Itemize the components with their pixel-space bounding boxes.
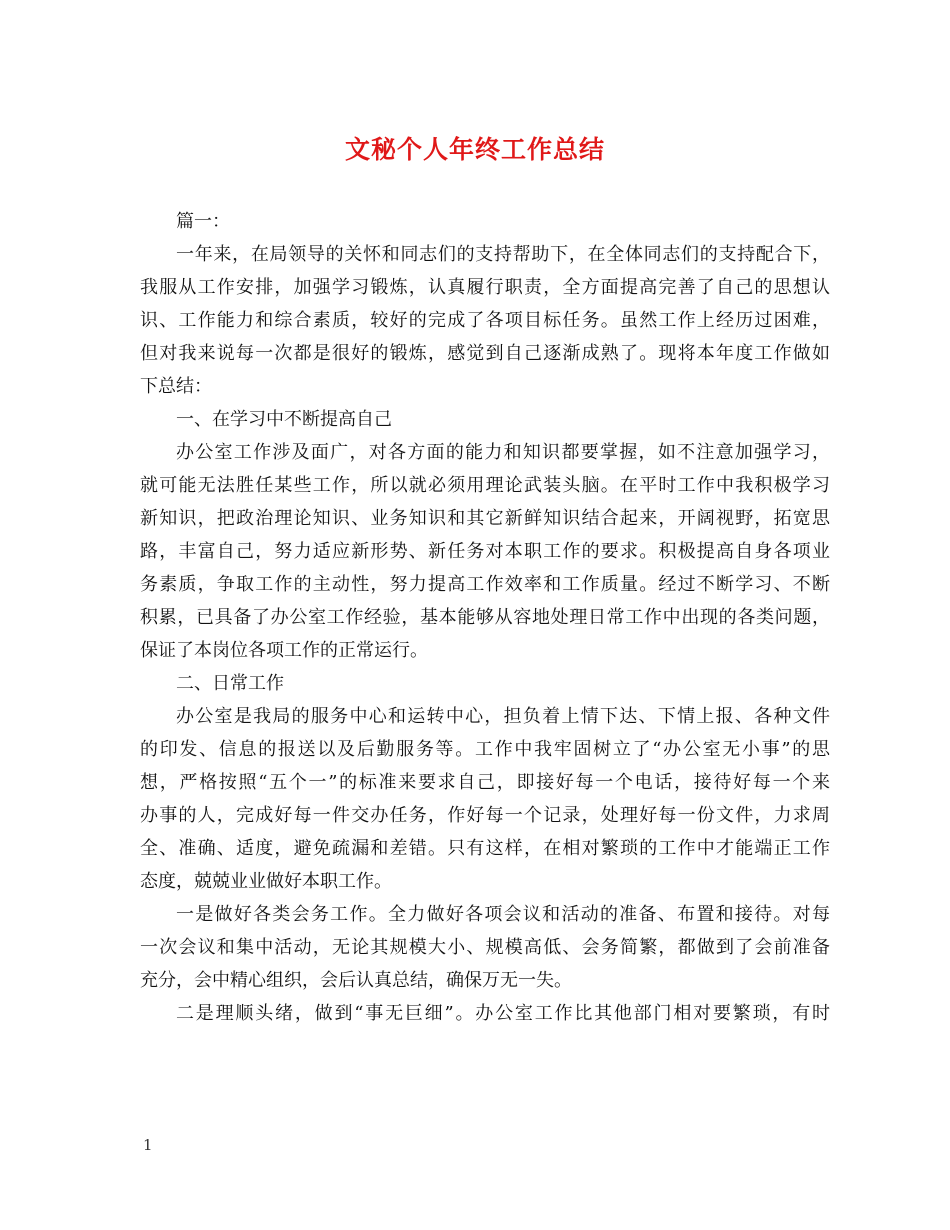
text-line: 办公室是我局的服务中心和运转中心，担负着上情下达、下情上报、各种文件 bbox=[176, 706, 830, 727]
text-line: 就可能无法胜任某些工作，所以就必须用理论武装头脑。在平时工作中我积极学习 bbox=[140, 475, 830, 496]
text-line: 积累，已具备了办公室工作经验，基本能够从容地处理日常工作中出现的各类问题， bbox=[140, 607, 830, 628]
text-line: 我服从工作安排，加强学习锻炼，认真履行职责，全方面提高完善了自己的思想认 bbox=[140, 277, 830, 298]
text-line: 保证了本岗位各项工作的正常运行。 bbox=[140, 640, 428, 661]
document-title: 文秘个人年终工作总结 bbox=[344, 135, 605, 164]
text-line: 篇一： bbox=[176, 211, 230, 232]
text-line: 新知识，把政治理论知识、业务知识和其它新鲜知识结合起来，开阔视野，拓宽思 bbox=[140, 508, 830, 529]
text-line: 一是做好各类会务工作。全力做好各项会议和活动的准备、布置和接待。对每 bbox=[176, 904, 830, 925]
text-line: 办公室工作涉及面广，对各方面的能力和知识都要掌握，如不注意加强学习， bbox=[176, 442, 830, 463]
text-line: 务素质，争取工作的主动性，努力提高工作效率和工作质量。经过不断学习、不断 bbox=[140, 574, 830, 595]
text-line: 一、在学习中不断提高自己 bbox=[176, 409, 392, 430]
text-line: 一次会议和集中活动，无论其规模大小、规模高低、会务简繁，都做到了会前准备 bbox=[140, 937, 830, 958]
document-body bbox=[140, 205, 830, 1030]
page-number: 1 bbox=[143, 1136, 153, 1154]
text-line: 识、工作能力和综合素质，较好的完成了各项目标任务。虽然工作上经历过困难， bbox=[140, 310, 830, 331]
text-line: 但对我来说每一次都是很好的锻炼，感觉到自己逐渐成熟了。现将本年度工作做如 bbox=[140, 343, 830, 364]
text-line: 一年来，在局领导的关怀和同志们的支持帮助下，在全体同志们的支持配合下， bbox=[176, 244, 830, 265]
text-line: 想，严格按照“五个一”的标准来要求自己，即接好每一个电话，接待好每一个来 bbox=[140, 772, 830, 793]
text-line: 二是理顺头绪，做到“事无巨细”。办公室工作比其他部门相对要繁琐，有时 bbox=[176, 1003, 830, 1024]
text-line: 态度，兢兢业业做好本职工作。 bbox=[140, 871, 392, 892]
text-line: 路，丰富自己，努力适应新形势、新任务对本职工作的要求。积极提高自身各项业 bbox=[140, 541, 830, 562]
text-line: 充分，会中精心组织，会后认真总结，确保万无一失。 bbox=[140, 970, 572, 991]
text-line: 全、准确、适度，避免疏漏和差错。只有这样，在相对繁琐的工作中才能端正工作 bbox=[140, 838, 830, 859]
text-line: 下总结： bbox=[140, 376, 212, 397]
text-line: 办事的人，完成好每一件交办任务，作好每一个记录，处理好每一份文件，力求周 bbox=[140, 805, 830, 826]
text-line: 的印发、信息的报送以及后勤服务等。工作中我牢固树立了“办公室无小事”的思 bbox=[140, 739, 830, 760]
text-line: 二、日常工作 bbox=[176, 673, 284, 694]
